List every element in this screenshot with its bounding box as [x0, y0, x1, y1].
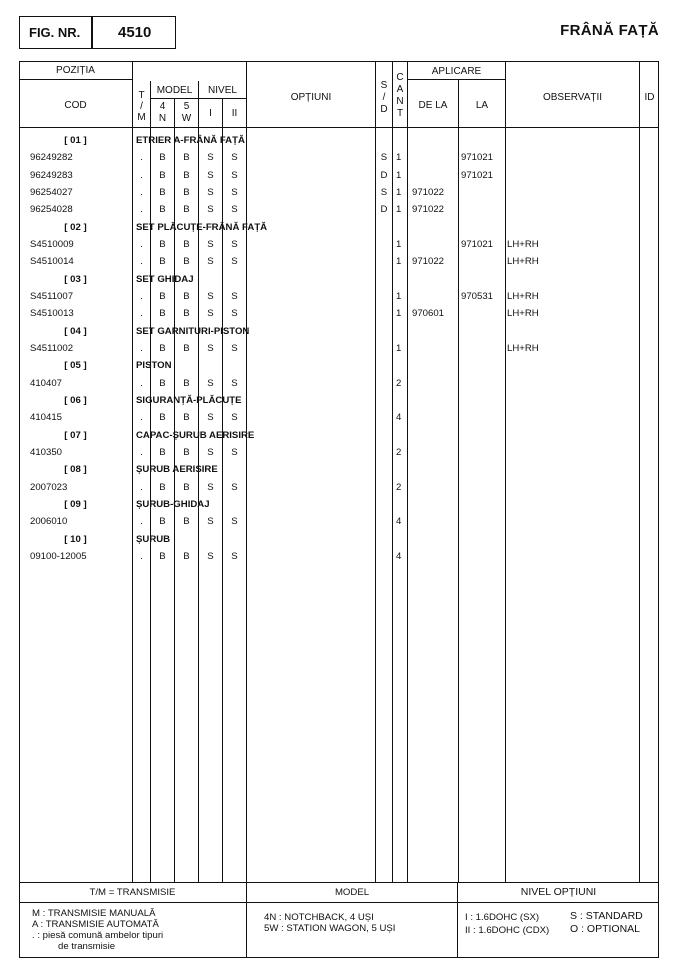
cell-tm: . [140, 204, 143, 216]
cell-m4n: B [159, 446, 166, 458]
cell-n1: S [207, 377, 214, 389]
header-model-n: N [158, 113, 167, 124]
cell-tm: . [140, 412, 143, 424]
cell-n1: S [207, 152, 214, 164]
cell-m5w: B [183, 412, 190, 424]
cell-m4n: B [159, 238, 166, 250]
col-line-la [505, 61, 506, 882]
cell-tm: . [140, 256, 143, 268]
cell-m5w: B [183, 308, 190, 320]
cell-n2: S [231, 550, 238, 562]
cell-m5w: B [183, 204, 190, 216]
cell-tm: . [140, 342, 143, 354]
cell-tm: . [140, 308, 143, 320]
group-name: ȘURUB [136, 533, 171, 545]
position-number: [ 08 ] [64, 464, 87, 476]
header-tm-t: T [138, 90, 145, 101]
cell-m4n: B [159, 169, 166, 181]
cell-obs: LH+RH [507, 256, 539, 268]
cell-cant: 2 [396, 481, 402, 493]
cell-cod: 96249283 [30, 169, 73, 181]
cell-n2: S [231, 152, 238, 164]
group-name: PISTON [136, 360, 172, 372]
header-model-5: 5 [183, 101, 190, 112]
cell-n2: S [231, 342, 238, 354]
cell-n2: S [231, 516, 238, 528]
cell-n1: S [207, 550, 214, 562]
cell-tm: . [140, 152, 143, 164]
cell-sd: S [380, 152, 388, 164]
header-la: LA [475, 100, 489, 111]
header-model-w: W [181, 113, 192, 124]
cell-obs: LH+RH [507, 308, 539, 320]
cell-m4n: B [159, 377, 166, 389]
cell-cant: 1 [396, 186, 402, 198]
cell-n1: S [207, 342, 214, 354]
group-name: SET GHIDAJ [136, 273, 194, 285]
header-tm-m: M [137, 112, 146, 123]
cell-m5w: B [183, 342, 190, 354]
cell-cod: 410350 [30, 446, 63, 458]
cell-m5w: B [183, 377, 190, 389]
cell-cant: 1 [396, 342, 402, 354]
cell-cant: 1 [396, 152, 402, 164]
group-name: ETRIER A-FRÂNĂ FAȚĂ [136, 135, 245, 146]
cell-n2: S [231, 169, 238, 181]
page-title: FRÂNĂ FAȚĂ [560, 22, 659, 39]
cell-cod: 09100-12005 [30, 550, 87, 562]
cell-cant: 2 [396, 446, 402, 458]
footer-model-line-2: 5W : STATION WAGON, 5 UȘI [264, 923, 396, 934]
cell-m4n: B [159, 204, 166, 216]
cell-cod: 410415 [30, 412, 63, 424]
header-cant-t: T [396, 108, 404, 119]
cell-cant: 2 [396, 377, 402, 389]
cell-n2: S [231, 238, 238, 250]
position-number: [ 02 ] [64, 221, 87, 233]
cell-la: 970531 [461, 290, 494, 302]
header-model: MODEL [156, 85, 193, 96]
position-number: [ 06 ] [64, 394, 87, 406]
footer-nivel-code-1: S : STANDARD [570, 910, 643, 922]
footer-nivel-line-1: I : 1.6DOHC (SX) [465, 912, 540, 923]
cell-n2: S [231, 308, 238, 320]
col-line-cod [132, 61, 133, 882]
cell-n1: S [207, 481, 214, 493]
header-pozitia: POZIȚIA [56, 65, 95, 76]
header-cod: COD [64, 100, 87, 111]
footer-tm-line-1: M : TRANSMISIE MANUALĂ [32, 908, 156, 919]
group-name: ȘURUB-GHIDAJ [136, 498, 210, 510]
cell-m4n: B [159, 256, 166, 268]
cell-n2: S [231, 377, 238, 389]
cell-m4n: B [159, 550, 166, 562]
cell-sd: D [380, 204, 388, 216]
cell-dela: 971022 [412, 256, 445, 268]
cell-n1: S [207, 204, 214, 216]
header-sd-s: S [380, 80, 388, 91]
header-bottom-line [19, 127, 659, 128]
header-cant-n: N [396, 96, 404, 107]
header-id: ID [644, 92, 655, 103]
cell-cod: 2007023 [30, 481, 68, 493]
cell-m5w: B [183, 186, 190, 198]
footer-header-line [19, 902, 659, 903]
cell-dela: 971022 [412, 204, 445, 216]
cell-m5w: B [183, 290, 190, 302]
footer-tm-line-2: A : TRANSMISIE AUTOMATĂ [32, 919, 159, 930]
cell-la: 971021 [461, 238, 494, 250]
header-sd-slash: / [382, 92, 386, 103]
cell-dela: 971022 [412, 186, 445, 198]
cell-m5w: B [183, 481, 190, 493]
group-name: CAPAC-ȘURUB AERISIRE [136, 429, 255, 441]
cell-n1: S [207, 169, 214, 181]
cell-n2: S [231, 446, 238, 458]
footer-nivel-title: NIVEL OPȚIUNI [520, 886, 597, 898]
header-nivel-2: II [231, 108, 238, 119]
header-de-la: DE LA [418, 100, 448, 111]
cell-n2: S [231, 481, 238, 493]
col-line-sd [392, 61, 393, 882]
header-optiuni: OPȚIUNI [290, 92, 332, 103]
cell-m5w: B [183, 516, 190, 528]
cell-tm: . [140, 238, 143, 250]
cell-cod: 96254028 [30, 204, 73, 216]
footer-top-line [19, 882, 659, 883]
header-sd-d: D [380, 104, 388, 115]
cell-tm: . [140, 186, 143, 198]
cell-n1: S [207, 446, 214, 458]
cell-n1: S [207, 186, 214, 198]
position-number: [ 09 ] [64, 498, 87, 510]
header-cant-a: A [396, 84, 404, 95]
cell-m4n: B [159, 308, 166, 320]
position-number: [ 04 ] [64, 325, 87, 337]
position-number: [ 01 ] [64, 135, 87, 146]
cell-m5w: B [183, 446, 190, 458]
cell-tm: . [140, 481, 143, 493]
cell-m5w: B [183, 256, 190, 268]
cell-n1: S [207, 412, 214, 424]
cell-la: 971021 [461, 169, 494, 181]
footer-tm-line-3: . : piesă comună ambelor tipuri [32, 930, 164, 941]
cell-tm: . [140, 169, 143, 181]
cell-cod: S4510013 [30, 308, 74, 320]
cell-cod: 96249282 [30, 152, 73, 164]
col-line-dela [458, 79, 459, 882]
cell-cod: S4511002 [30, 342, 74, 354]
position-number: [ 05 ] [64, 360, 87, 372]
cell-cant: 4 [396, 550, 402, 562]
cell-cod: S4510014 [30, 256, 74, 268]
footer-tm-line-4: de transmisie [58, 941, 116, 952]
cell-m5w: B [183, 550, 190, 562]
cell-obs: LH+RH [507, 238, 539, 250]
header-model-4: 4 [159, 101, 166, 112]
header-aplicare-line [407, 79, 505, 80]
position-number: [ 03 ] [64, 273, 87, 285]
cell-n1: S [207, 256, 214, 268]
footer-tm-title: T/M = TRANSMISIE [89, 887, 176, 898]
group-name: SET PLĂCUȚE-FRÂNĂ FAȚĂ [136, 221, 268, 233]
cell-n1: S [207, 238, 214, 250]
position-number: [ 07 ] [64, 429, 87, 441]
cell-m4n: B [159, 290, 166, 302]
figure-number-box [19, 16, 176, 49]
cell-n1: S [207, 290, 214, 302]
cell-m4n: B [159, 186, 166, 198]
cell-n1: S [207, 308, 214, 320]
cell-cant: 1 [396, 290, 402, 302]
footer-model-title: MODEL [334, 887, 370, 898]
cell-n2: S [231, 256, 238, 268]
cell-n2: S [231, 412, 238, 424]
header-nivel-1: I [209, 108, 212, 119]
cell-n2: S [231, 204, 238, 216]
cell-cant: 4 [396, 516, 402, 528]
cell-m5w: B [183, 152, 190, 164]
cell-dela: 970601 [412, 308, 445, 320]
cell-m4n: B [159, 481, 166, 493]
cell-sd: D [380, 169, 388, 181]
group-name: ȘURUB AERISIRE [136, 464, 218, 476]
cell-m5w: B [183, 169, 190, 181]
header-pozitia-line [19, 79, 132, 80]
cell-cod: 96254027 [30, 186, 73, 198]
cell-tm: . [140, 446, 143, 458]
cell-sd: S [380, 186, 388, 198]
cell-n2: S [231, 290, 238, 302]
cell-n1: S [207, 516, 214, 528]
cell-m4n: B [159, 152, 166, 164]
cell-la: 971021 [461, 152, 494, 164]
cell-obs: LH+RH [507, 290, 539, 302]
cell-tm: . [140, 290, 143, 302]
cell-m5w: B [183, 238, 190, 250]
group-name: SIGURANȚĂ-PLĂCUȚE [136, 394, 242, 406]
cell-m4n: B [159, 412, 166, 424]
col-line-obs [639, 61, 640, 882]
col-line-cant [407, 61, 408, 882]
cell-tm: . [140, 516, 143, 528]
cell-cant: 4 [396, 412, 402, 424]
cell-m4n: B [159, 516, 166, 528]
footer-nivel-code-2: O : OPTIONAL [570, 923, 641, 935]
cell-cod: S4510009 [30, 238, 74, 250]
figure-box-divider [91, 17, 93, 48]
cell-cant: 1 [396, 238, 402, 250]
cell-cod: S4511007 [30, 290, 74, 302]
cell-cant: 1 [396, 308, 402, 320]
cell-cod: 410407 [30, 377, 63, 389]
figure-number: 4510 [118, 24, 152, 41]
group-name: SET GARNITURI-PISTON [136, 325, 250, 337]
cell-obs: LH+RH [507, 342, 539, 354]
footer-model-line-1: 4N : NOTCHBACK, 4 UȘI [264, 912, 374, 923]
header-tm-slash: / [140, 101, 143, 112]
cell-tm: . [140, 550, 143, 562]
header-observatii: OBSERVAȚII [542, 92, 603, 103]
header-cant-c: C [396, 72, 404, 83]
header-nivel: NIVEL [208, 85, 237, 96]
cell-cod: 2006010 [30, 516, 68, 528]
cell-n2: S [231, 186, 238, 198]
position-number: [ 10 ] [64, 533, 87, 545]
footer-nivel-line-2: II : 1.6DOHC (CDX) [465, 925, 550, 936]
cell-cant: 1 [396, 169, 402, 181]
cell-cant: 1 [396, 204, 402, 216]
figure-label: FIG. NR. [29, 25, 81, 40]
header-aplicare: APLICARE [431, 66, 482, 77]
cell-m4n: B [159, 342, 166, 354]
cell-cant: 1 [396, 256, 402, 268]
cell-tm: . [140, 377, 143, 389]
col-line-optiuni [375, 61, 376, 882]
